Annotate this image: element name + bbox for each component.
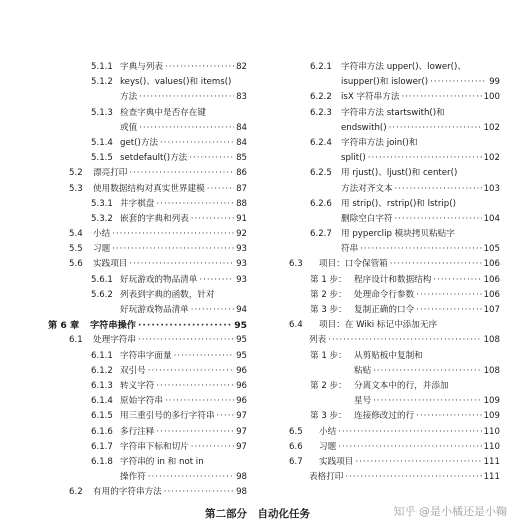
toc-leader-dots	[395, 212, 482, 227]
toc-entry-page: 110	[483, 426, 500, 437]
toc-entry	[0, 121, 258, 136]
toc-entry-page: 87	[236, 183, 247, 194]
toc-entry-title: isX 字符串方法	[341, 92, 400, 103]
toc-leader-dots	[401, 90, 481, 105]
toc-entry-title: 用三重引号的多行字符串	[120, 411, 215, 422]
toc-entry-page: 85	[236, 153, 247, 164]
toc-entry	[0, 394, 258, 409]
toc-entry	[0, 182, 258, 197]
toc-leader-dots	[129, 166, 234, 181]
toc-entry	[270, 121, 515, 136]
toc-entry	[270, 182, 515, 197]
toc-entry	[270, 394, 515, 409]
toc-entry-title: 嵌套的字典和列表	[120, 213, 189, 224]
toc-entry-page: 93	[236, 274, 247, 285]
toc-entry-title: 程序设计和数据结构	[354, 274, 432, 285]
toc-entry-title: 列表	[309, 335, 327, 346]
toc-entry-page: 109	[483, 396, 500, 407]
toc-entry-number: 6.2.3	[310, 107, 332, 118]
toc-entry-number: 6.1.6	[91, 426, 113, 437]
toc-entry-title: 复制正确的口令	[354, 305, 415, 315]
toc-entry	[270, 409, 515, 424]
toc-entry-page: 96	[236, 396, 247, 407]
toc-entry-title: 有用的字符串方法	[93, 487, 162, 498]
toc-leader-dots	[416, 303, 481, 318]
toc-entry-title: 小结	[93, 229, 111, 240]
toc-leader-dots	[389, 121, 482, 136]
toc-entry	[270, 273, 515, 288]
toc-entry	[270, 60, 515, 75]
toc-entry-number: 5.1.1	[91, 62, 113, 72]
toc-entry-title: 或值	[120, 122, 138, 133]
toc-entry	[0, 440, 258, 455]
toc-entry-page: 84	[236, 137, 247, 148]
toc-entry-title: 井字棋盘	[120, 198, 155, 209]
toc-entry-title: 粘贴	[354, 365, 372, 376]
toc-entry-title: 双引号	[120, 365, 146, 376]
toc-entry-number: 第 6 章	[48, 320, 80, 332]
toc-entry	[270, 455, 515, 470]
toc-leader-dots	[338, 440, 481, 455]
toc-entry-title: 表格打印	[309, 472, 344, 483]
toc-entry-page: 95	[236, 350, 247, 361]
toc-entry-page: 86	[236, 168, 247, 179]
toc-leader-dots	[165, 394, 234, 409]
toc-entry-title: 项目：在 Wiki 标记中添加无序	[319, 320, 438, 331]
toc-leader-dots	[112, 242, 234, 257]
toc-leader-dots	[129, 257, 234, 272]
toc-entry	[270, 166, 515, 181]
toc-entry-page: 96	[236, 365, 247, 376]
toc-entry	[270, 242, 515, 257]
toc-leader-dots	[156, 425, 234, 440]
toc-leader-dots	[338, 425, 481, 440]
toc-entry-number: 5.1.2	[91, 77, 113, 88]
toc-leader-dots	[345, 470, 481, 485]
toc-entry	[0, 227, 258, 242]
toc-entry	[270, 470, 515, 485]
toc-entry-number: 6.1.2	[91, 365, 113, 376]
toc-leader-dots	[390, 257, 482, 272]
toc-entry-title: 习题	[319, 441, 337, 452]
toc-entry-page: 107	[483, 305, 500, 315]
toc-entry	[0, 409, 258, 424]
toc-entry-page: 98	[236, 472, 247, 483]
toc-leader-dots	[174, 349, 234, 364]
toc-entry-page: 97	[236, 441, 247, 452]
toc-entry-page: 88	[236, 198, 247, 209]
toc-entry-page: 104	[483, 213, 500, 224]
toc-entry-title: 用 pyperclip 模块拷贝粘贴字	[341, 229, 455, 240]
toc-entry-title: 操作符	[120, 472, 146, 483]
toc-entry	[0, 349, 258, 364]
toc-entry-number: 6.1.7	[91, 441, 113, 452]
toc-entry-title: get()方法	[120, 137, 159, 148]
toc-entry	[0, 60, 258, 75]
toc-entry-number: 6.2.7	[310, 229, 332, 240]
toc-leader-dots	[165, 60, 234, 75]
toc-leader-dots	[416, 288, 481, 303]
toc-entry	[270, 333, 515, 348]
toc-leader-dots	[395, 182, 482, 197]
toc-entry-page: 91	[236, 213, 247, 224]
toc-entry-number: 6.2.2	[310, 92, 332, 103]
toc-entry-title: 漂亮打印	[93, 168, 128, 179]
toc-entry-title: keys()、values()和 items()	[120, 77, 232, 88]
toc-entry-title: 用 rjust()、ljust()和 center()	[341, 168, 458, 179]
toc-entry-title: 实践项目	[319, 456, 354, 467]
toc-leader-dots	[217, 409, 235, 424]
toc-entry	[0, 242, 258, 257]
toc-entry-page: 108	[483, 335, 500, 346]
toc-entry-number: 5.4	[69, 229, 83, 240]
toc-entry-title: 列表到字典的函数，针对	[120, 289, 215, 300]
toc-entry	[270, 257, 515, 272]
toc-entry	[0, 106, 258, 121]
toc-entry-number: 6.1.3	[91, 380, 113, 391]
toc-leader-dots	[328, 333, 481, 348]
toc-entry-page: 95	[236, 335, 247, 346]
toc-entry	[270, 151, 515, 166]
toc-leader-dots	[416, 409, 481, 424]
toc-entry-number: 6.2	[69, 487, 83, 498]
toc-entry-number: 6.1	[69, 335, 83, 346]
toc-entry-number: 6.3	[289, 259, 303, 270]
toc-entry	[0, 470, 258, 485]
toc-entry	[270, 227, 515, 242]
toc-entry-title: 字符串的 in 和 not in	[120, 456, 204, 467]
toc-entry-number: 5.5	[69, 244, 83, 255]
toc-entry-number: 5.1.5	[91, 153, 113, 164]
toc-entry	[270, 136, 515, 151]
toc-leader-dots	[191, 440, 234, 455]
toc-entry-title: 符串	[341, 244, 359, 255]
toc-entry-page: 106	[483, 259, 500, 270]
toc-entry-number: 5.1.3	[91, 107, 113, 118]
toc-leader-dots	[373, 394, 481, 409]
toc-entry-title: 星号	[354, 396, 372, 407]
toc-entry-page: 93	[236, 244, 247, 255]
toc-leader-dots	[189, 151, 234, 166]
toc-entry-title: 处理字符串	[93, 335, 136, 346]
toc-leader-dots	[191, 303, 234, 318]
toc-entry-page: 92	[236, 229, 247, 240]
toc-entry	[270, 212, 515, 227]
toc-entry-number: 第 1 步：	[310, 350, 347, 361]
toc-leader-dots	[191, 212, 234, 227]
toc-entry-title: 连接修改过的行	[354, 411, 415, 422]
toc-entry-page: 84	[236, 122, 247, 133]
toc-entry-number: 第 3 步：	[310, 411, 347, 422]
toc-entry-number: 6.1.1	[91, 350, 113, 361]
toc-entry	[0, 151, 258, 166]
toc-entry-title: split()	[341, 153, 366, 164]
toc-entry-page: 99	[489, 77, 500, 88]
toc-entry-title: 好玩游戏的物品清单	[120, 274, 198, 285]
toc-entry-page: 111	[483, 456, 500, 467]
toc-entry-page: 94	[236, 305, 247, 315]
toc-entry-page: 102	[483, 122, 500, 133]
toc-entry-number: 6.1.8	[91, 456, 113, 467]
toc-entry-title: 转义字符	[120, 380, 155, 391]
toc-entry-number: 5.1.4	[91, 137, 113, 148]
toc-entry-page: 96	[236, 380, 247, 391]
toc-left-column	[0, 60, 258, 500]
toc-entry-number: 6.1.5	[91, 411, 113, 422]
toc-entry-title: 字典与列表	[120, 62, 163, 72]
watermark: 知乎 @是小橘还是小鞠	[393, 505, 507, 518]
toc-entry-page: 97	[236, 411, 247, 422]
toc-entry-page: 102	[483, 153, 500, 164]
toc-entry-page: 109	[483, 411, 500, 422]
toc-leader-dots	[433, 273, 481, 288]
toc-entry	[270, 364, 515, 379]
toc-leader-dots	[164, 485, 234, 500]
toc-entry	[0, 273, 258, 288]
toc-entry-number: 6.2.5	[310, 168, 332, 179]
toc-entry-page: 97	[236, 426, 247, 437]
toc-entry-page: 110	[483, 441, 500, 452]
toc-entry	[270, 197, 515, 212]
toc-entry-number: 6.1.4	[91, 396, 113, 407]
toc-entry-title: 分离文本中的行，并添加	[354, 380, 449, 391]
toc-entry-page: 83	[236, 92, 247, 103]
toc-entry-title: 字符串操作	[90, 320, 136, 332]
toc-entry-title: 好玩游戏物品清单	[120, 305, 189, 315]
toc-entry-number: 6.6	[289, 441, 303, 452]
toc-entry	[0, 75, 258, 90]
toc-leader-dots	[138, 333, 234, 348]
toc-entry-title: 原始字符串	[120, 396, 163, 407]
toc-entry-number: 5.6.1	[91, 274, 113, 285]
toc-entry	[0, 318, 258, 333]
toc-entry-title: setdefault()方法	[120, 153, 188, 164]
toc-entry	[0, 197, 258, 212]
toc-entry	[0, 90, 258, 105]
toc-entry-title: 小结	[319, 426, 337, 437]
toc-leader-dots	[148, 470, 234, 485]
toc-leader-dots	[199, 273, 234, 288]
toc-entry-page: 105	[483, 244, 500, 255]
toc-entry	[270, 425, 515, 440]
toc-entry-title: 字符串字面量	[120, 350, 172, 361]
toc-leader-dots	[139, 121, 234, 136]
toc-entry	[0, 257, 258, 272]
toc-entry-page: 98	[236, 487, 247, 498]
toc-entry	[270, 379, 515, 394]
toc-entry-number: 6.2.6	[310, 198, 332, 209]
toc-entry-number: 6.2.4	[310, 137, 332, 148]
toc-leader-dots	[207, 182, 234, 197]
toc-leader-dots	[156, 197, 234, 212]
toc-entry-number: 第 1 步：	[310, 274, 347, 285]
part-title: 第二部分 自动化任务	[205, 508, 310, 520]
toc-entry-page: 106	[483, 274, 500, 285]
toc-leader-dots	[138, 318, 232, 333]
toc-entry-title: 使用数据结构对真实世界建模	[93, 183, 205, 194]
toc-entry-page: 93	[236, 259, 247, 270]
toc-entry-page: 106	[483, 289, 500, 300]
toc-entry-title: isupper()和 islower()	[341, 77, 429, 88]
toc-entry	[270, 440, 515, 455]
toc-entry	[0, 303, 258, 318]
toc-entry-page: 111	[483, 472, 500, 483]
toc-entry-number: 6.5	[289, 426, 303, 437]
toc-entry-page: 108	[483, 365, 500, 376]
toc-right-column	[270, 60, 515, 485]
toc-entry-title: endswith()	[341, 122, 387, 133]
toc-leader-dots	[112, 227, 234, 242]
toc-entry	[270, 288, 515, 303]
toc-entry-title: 字符串方法 join()和	[341, 137, 418, 148]
toc-entry	[270, 318, 515, 333]
toc-entry-title: 字符串方法 upper()、lower()、	[341, 62, 466, 72]
toc-entry-title: 从剪贴板中复制和	[354, 350, 423, 361]
toc-entry-number: 5.2	[69, 168, 83, 179]
toc-entry-title: 项目：口令保管箱	[319, 259, 388, 270]
toc-entry-number: 5.3.1	[91, 198, 113, 209]
toc-entry	[270, 90, 515, 105]
toc-entry-title: 方法对齐文本	[341, 183, 393, 194]
toc-entry-number: 5.3.2	[91, 213, 113, 224]
toc-entry	[0, 455, 258, 470]
toc-entry	[270, 349, 515, 364]
toc-entry-number: 6.2.1	[310, 62, 332, 72]
toc-entry-number: 第 2 步：	[310, 289, 347, 300]
toc-entry	[0, 212, 258, 227]
toc-entry-page: 100	[483, 92, 500, 103]
top-fade	[0, 0, 515, 12]
toc-entry-title: 方法	[120, 92, 138, 103]
toc-entry-title: 删除空白字符	[341, 213, 393, 224]
toc-entry-page: 103	[483, 183, 500, 194]
toc-entry	[0, 364, 258, 379]
toc-entry-page: 95	[234, 320, 247, 332]
toc-leader-dots	[355, 455, 481, 470]
toc-entry-title: 实践项目	[93, 259, 128, 270]
toc-entry-title: 处理命令行参数	[354, 289, 415, 300]
toc-entry-title: 字符串下标和切片	[120, 441, 189, 452]
toc-entry	[0, 136, 258, 151]
toc-leader-dots	[160, 136, 234, 151]
toc-leader-dots	[148, 364, 234, 379]
toc-entry-number: 5.6	[69, 259, 83, 270]
toc-entry-title: 多行注释	[120, 426, 155, 437]
toc-entry-title: 用 strip()、rstrip()和 lstrip()	[341, 198, 456, 209]
toc-entry-number: 5.3	[69, 183, 83, 194]
toc-entry-title: 字符串方法 startswith()和	[341, 107, 445, 118]
toc-entry-title: 习题	[93, 244, 111, 255]
toc-leader-dots	[360, 242, 481, 257]
toc-leader-dots	[156, 379, 234, 394]
toc-entry-page: 82	[236, 62, 247, 72]
toc-entry	[270, 75, 515, 90]
toc-entry	[270, 106, 515, 121]
toc-entry-number: 6.7	[289, 456, 303, 467]
toc-entry-number: 第 2 步：	[310, 380, 347, 391]
toc-entry	[0, 166, 258, 181]
toc-leader-dots	[368, 151, 482, 166]
toc-entry-number: 第 3 步：	[310, 305, 347, 315]
toc-leader-dots	[139, 90, 234, 105]
toc-leader-dots	[373, 364, 481, 379]
toc-entry	[0, 379, 258, 394]
toc-entry-number: 6.4	[289, 320, 303, 331]
toc-leader-dots	[430, 75, 487, 90]
toc-entry-number: 5.6.2	[91, 289, 113, 300]
toc-entry	[0, 333, 258, 348]
toc-entry	[0, 288, 258, 303]
toc-entry	[0, 425, 258, 440]
toc-entry	[270, 303, 515, 318]
toc-entry	[0, 485, 258, 500]
toc-entry-title: 检查字典中是否存在键	[120, 107, 206, 118]
